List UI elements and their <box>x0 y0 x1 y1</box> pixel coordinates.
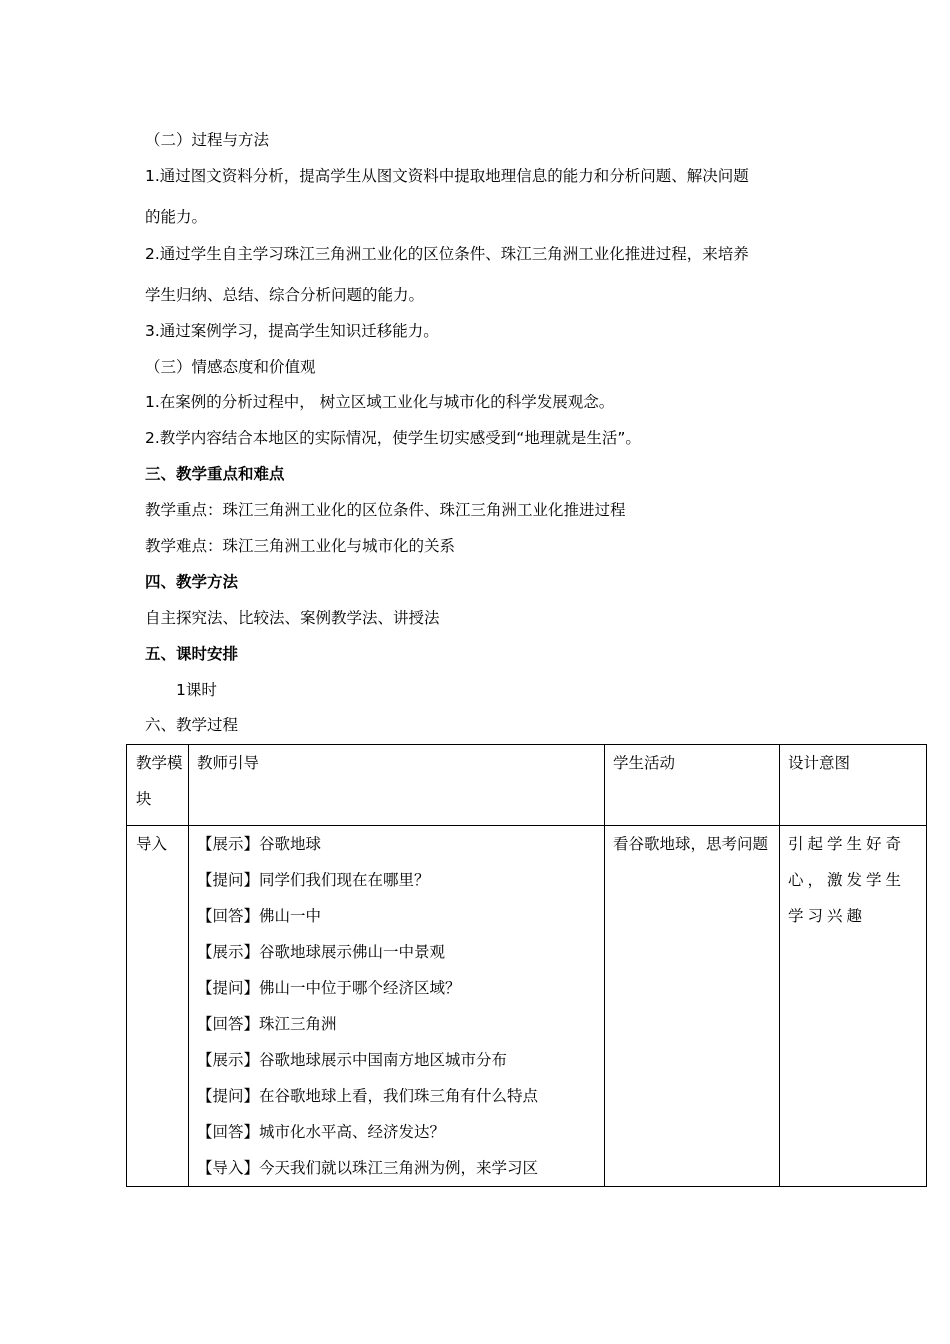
paragraph-2-3: 3.通过案例学习，提高学生知识迁移能力。 <box>145 322 439 340</box>
cell-module <box>127 826 189 1187</box>
teacher-line: 【展示】谷歌地球 <box>197 835 322 853</box>
paragraph-2-2-line-2: 学生归纳、总结、综合分析问题的能力。 <box>145 286 425 304</box>
teacher-line: 【提问】在谷歌地球上看，我们珠三角有什么特点 <box>197 1087 539 1105</box>
heading-key-points: 三、教学重点和难点 <box>145 465 285 483</box>
teacher-line: 【回答】珠江三角洲 <box>197 1015 337 1033</box>
schedule-hours: 1课时 <box>176 681 217 699</box>
difficulty-text: 教学难点：珠江三角洲工业化与城市化的关系 <box>145 537 456 555</box>
paragraph-2-1-line-1: 1.通过图文资料分析，提高学生从图文资料中提取地理信息的能力和分析问题、解决问题 <box>145 167 749 185</box>
methods-text: 自主探究法、比较法、案例教学法、讲授法 <box>145 609 440 627</box>
table-row <box>127 826 927 1187</box>
header-teacher-guide-text: 教师引导 <box>197 754 260 772</box>
header-student-activity-text: 学生活动 <box>613 754 676 772</box>
teacher-line: 【回答】佛山一中 <box>197 907 322 925</box>
cell-design-intent <box>780 826 927 1187</box>
teacher-line: 【回答】城市化水平高、经济发达？ <box>197 1123 446 1141</box>
student-activity-text: 看谷歌地球，思考问题 <box>613 835 769 853</box>
module-text: 导入 <box>136 835 168 853</box>
heading-teaching-process: 六、教学过程 <box>145 716 239 734</box>
teacher-line: 【导入】今天我们就以珠江三角洲为例，来学习区 <box>197 1159 539 1177</box>
header-design-intent <box>780 745 927 826</box>
table-header-row <box>127 745 927 826</box>
heading-schedule: 五、课时安排 <box>145 645 239 663</box>
section-2-title: （二）过程与方法 <box>145 131 270 149</box>
cell-student-activity <box>605 826 780 1187</box>
section-3-title: （三）情感态度和价值观 <box>145 358 316 376</box>
header-teacher-guide <box>189 745 605 826</box>
header-module <box>127 745 189 826</box>
teacher-line: 【提问】佛山一中位于哪个经济区域？ <box>197 979 461 997</box>
teacher-line: 【提问】同学们我们现在在哪里？ <box>197 871 430 889</box>
teaching-process-table <box>126 744 927 1187</box>
heading-teaching-methods: 四、教学方法 <box>145 573 239 591</box>
teacher-line: 【展示】谷歌地球展示佛山一中景观 <box>197 943 446 961</box>
header-module-text: 教学模块 <box>136 754 183 808</box>
header-student-activity <box>605 745 780 826</box>
paragraph-3-1: 1.在案例的分析过程中， 树立区域工业化与城市化的科学发展观念。 <box>145 393 615 411</box>
cell-teacher-guide <box>189 826 605 1187</box>
paragraph-3-2: 2.教学内容结合本地区的实际情况，使学生切实感受到“地理就是生活”。 <box>145 429 641 447</box>
design-intent-text: 引起学生好奇心，激发学生学习兴趣 <box>788 835 906 925</box>
key-point-text: 教学重点：珠江三角洲工业化的区位条件、珠江三角洲工业化推进过程 <box>145 501 626 519</box>
teacher-line: 【展示】谷歌地球展示中国南方地区城市分布 <box>197 1051 508 1069</box>
paragraph-2-2-line-1: 2.通过学生自主学习珠江三角洲工业化的区位条件、珠江三角洲工业化推进过程，来培养 <box>145 245 749 263</box>
header-design-intent-text: 设计意图 <box>788 754 851 772</box>
paragraph-2-1-line-2: 的能力。 <box>145 208 208 226</box>
